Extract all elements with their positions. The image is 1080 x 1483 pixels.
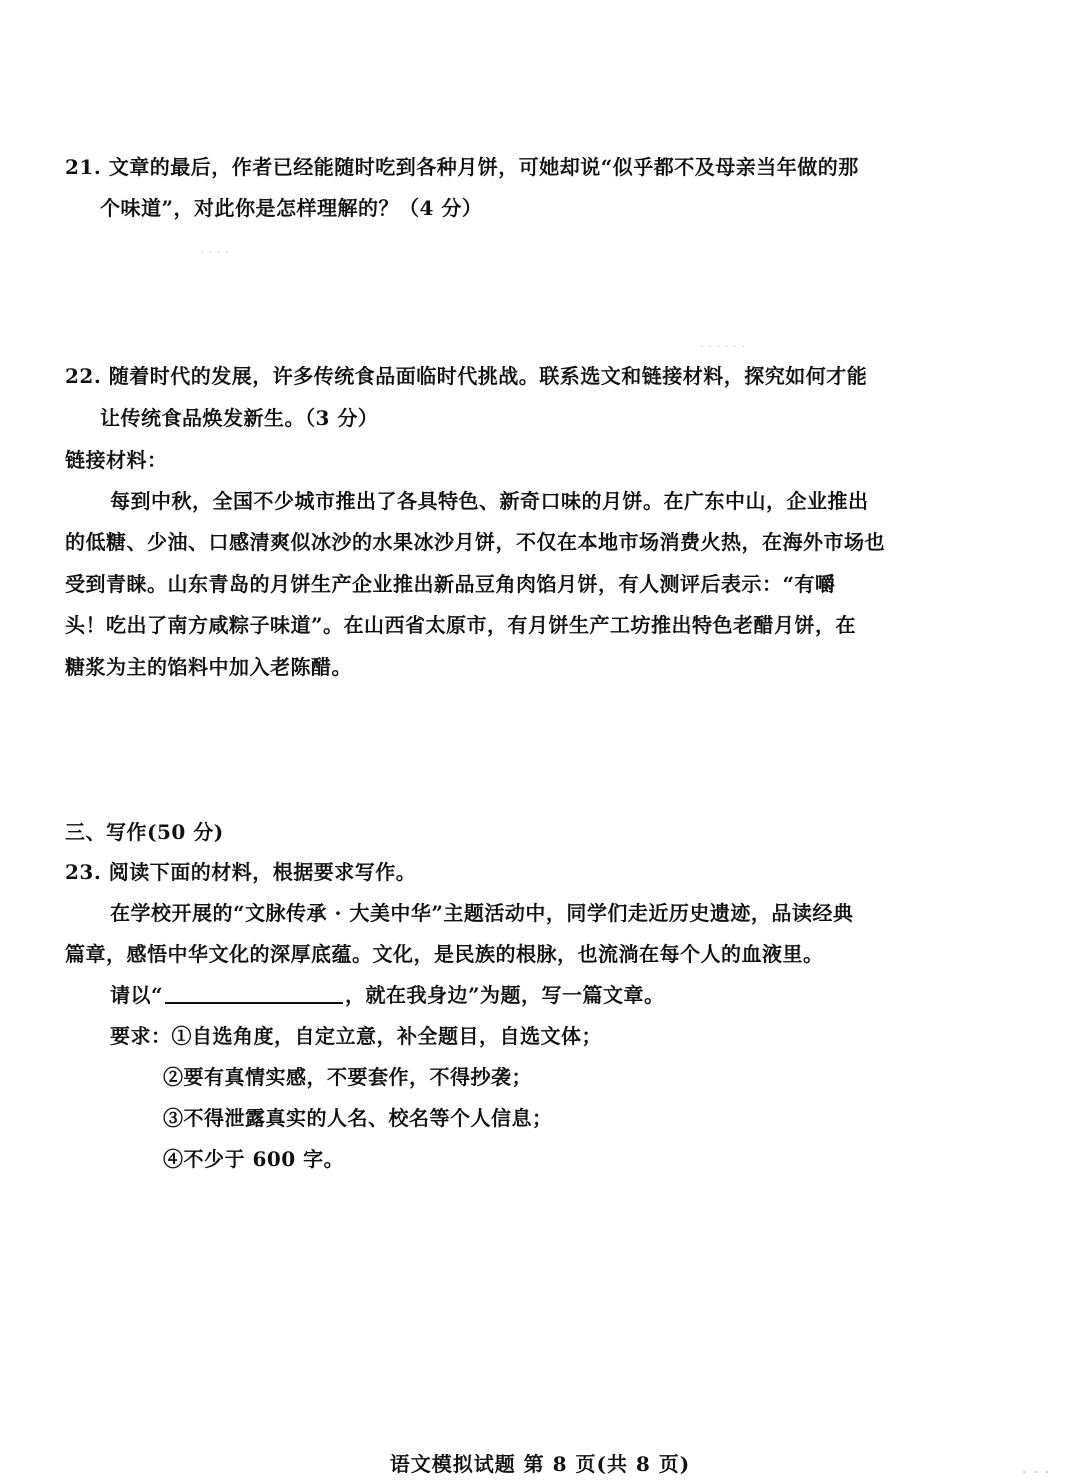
q23-material-line-2: 篇章，感悟中华文化的深厚底蕴。文化，是民族的根脉，也流淌在每个人的血液里。 [65,942,824,966]
q22-line-1: 22. 随着时代的发展，许多传统食品面临时代挑战。联系选文和链接材料，探究如何才能 [65,364,868,388]
requirement-2: ②要有真情实感，不要套作，不得抄袭； [163,1065,532,1089]
requirements-label: 要求： [110,1024,172,1048]
title-prefix: 请以“ [110,983,164,1007]
q21-line-2: 个味道”，对此你是怎样理解的？（4 分） [100,196,483,220]
requirement-3: ③不得泄露真实的人名、校名等个人信息； [163,1106,553,1130]
q23-title-line [110,981,665,1009]
watermark-mark: · · · [1021,1462,1050,1483]
q23-prompt: 23. 阅读下面的材料，根据要求写作。 [65,860,417,884]
scan-artifact: . . . . [200,242,229,257]
requirement-4: ④不少于 600 字。 [163,1147,345,1171]
q22-material-line-3: 受到青睐。山东青岛的月饼生产企业推出新品豆角肉馅月饼，有人测评后表示：“有嚼 [65,572,836,596]
q21-line-1: 21. 文章的最后，作者已经能随时吃到各种月饼，可她却说“似乎都不及母亲当年做的那 [65,155,859,179]
q22-material-line-2: 的低糖、少油、口感清爽似冰沙的水果冰沙月饼，不仅在本地市场消费火热，在海外市场也 [65,530,885,554]
title-blank [165,982,343,1004]
q22-material-label: 链接材料： [65,448,168,472]
q22-line-2: 让传统食品焕发新生。（3 分） [100,406,379,430]
title-suffix: ，就在我身边”为题，写一篇文章。 [345,983,665,1007]
page-footer: 语文模拟试题 第 8 页(共 8 页) [389,1452,691,1476]
q22-material-line-4: 头！吃出了南方咸粽子味道”。在山西省太原市，有月饼生产工坊推出特色老醋月饼，在 [65,613,857,637]
scan-artifact: . . . . . . [700,336,746,351]
q22-material-line-1: 每到中秋，全国不少城市推出了各具特色、新奇口味的月饼。在广东中山，企业推出 [110,489,869,513]
q22-material-line-5: 糖浆为主的馅料中加入老陈醋。 [65,655,352,679]
q23-requirements-row-1 [110,1022,602,1050]
q23-material-line-1: 在学校开展的“文脉传承 · 大美中华”主题活动中，同学们走近历史遗迹，品读经典 [110,901,854,925]
requirement-1: ①自选角度，自定立意，补全题目，自选文体； [171,1024,602,1048]
section-heading: 三、写作(50 分) [65,820,224,844]
